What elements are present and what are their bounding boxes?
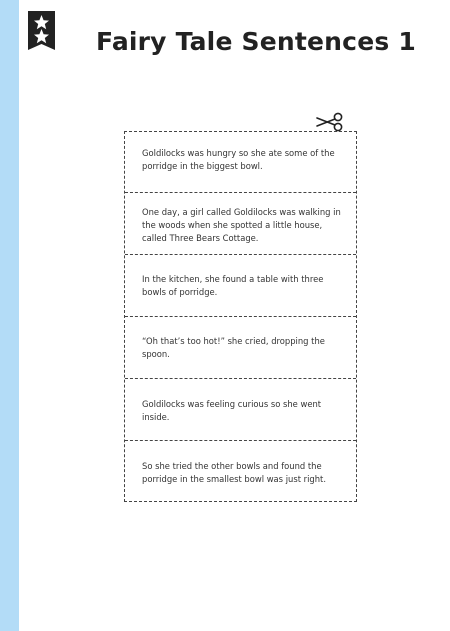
- sentence-text: In the kitchen, she found a table with three bowls of porridge.: [142, 274, 324, 297]
- scissors-icon: [315, 111, 345, 133]
- star-badge-icon: [28, 11, 55, 61]
- sentence-text: One day, a girl called Goldilocks was walking in the woods when she spotted a little house, called Three Bears Cottage.: [142, 207, 341, 243]
- cut-line: [125, 316, 356, 317]
- side-color-strip: [0, 0, 19, 631]
- sentence-strip[interactable]: [125, 147, 356, 173]
- sentence-strip[interactable]: [125, 398, 356, 424]
- page-title: Fairy Tale Sentences 1: [96, 27, 416, 56]
- sentence-text: Goldilocks was hungry so she ate some of the porridge in the biggest bowl.: [142, 148, 335, 171]
- sentence-strip[interactable]: [125, 206, 356, 245]
- sentence-text: Goldilocks was feeling curious so she went inside.: [142, 399, 322, 422]
- cut-line: [125, 378, 356, 379]
- cut-out-sentence-strips: [124, 131, 357, 502]
- sentence-text: “Oh that’s too hot!” she cried, dropping the spoon.: [142, 336, 325, 359]
- sentence-strip[interactable]: [125, 460, 356, 486]
- cut-line: [125, 192, 356, 193]
- sentence-strip[interactable]: [125, 273, 356, 299]
- cut-line: [125, 440, 356, 441]
- sentence-strip[interactable]: [125, 335, 356, 361]
- sentence-text: So she tried the other bowls and found the porridge in the smallest bowl was just right.: [142, 461, 326, 484]
- cut-line: [125, 254, 356, 255]
